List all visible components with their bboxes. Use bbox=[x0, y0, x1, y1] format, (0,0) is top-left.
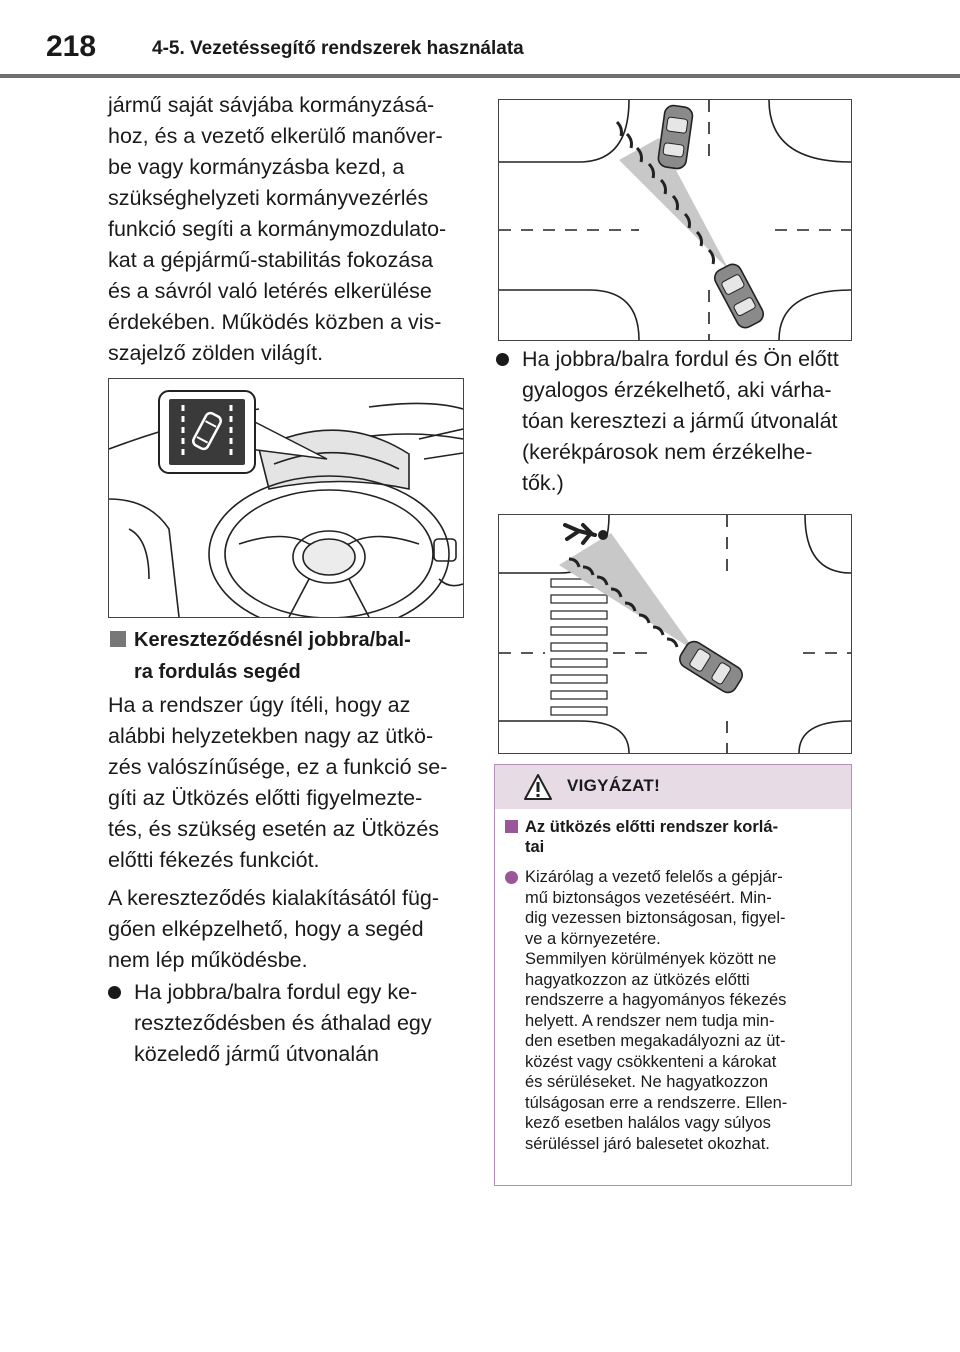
text-line: hagyatkozzon az ütközés előtti bbox=[525, 970, 750, 989]
text-line: dig vezessen biztonságosan, figyel- bbox=[525, 909, 786, 927]
intro-paragraph bbox=[108, 90, 468, 369]
section-heading bbox=[110, 624, 494, 688]
text-line: szajelző zölden világít. bbox=[108, 341, 324, 365]
text-line: zés valószínűsége, ez a funkció se- bbox=[108, 755, 448, 779]
caution-title: VIGYÁZAT! bbox=[567, 776, 661, 795]
text-line: Semmilyen körülmények között ne bbox=[525, 950, 777, 968]
text-line: és a sávról való letérés elkerülése bbox=[108, 279, 432, 303]
text-line: ve a környezetére. bbox=[525, 929, 661, 948]
text-line: gyalogos érzékelhető, aki várha- bbox=[522, 378, 832, 402]
bullet-item bbox=[496, 344, 882, 499]
text-line: szükséghelyzeti kormányvezérlés bbox=[108, 186, 429, 210]
text-line: tóan keresztezi a jármű útvonalát bbox=[522, 409, 838, 433]
text-line: kező esetben halálos vagy súlyos bbox=[525, 1114, 771, 1132]
text-line: funkció segíti a kormánymozdulato- bbox=[108, 217, 447, 241]
text-line: tai bbox=[525, 838, 545, 856]
text-line: tők.) bbox=[522, 471, 564, 495]
text-line: mű biztonságos vezetéséért. Min- bbox=[525, 888, 772, 907]
text-line: den esetben megakadályozni az üt- bbox=[525, 1032, 786, 1050]
text-line: előtti fékezés funkciót. bbox=[108, 848, 320, 872]
text-line: (kerékpárosok nem érzékelhe- bbox=[522, 440, 813, 464]
text-line: rendszerre a hagyományos fékezés bbox=[525, 991, 787, 1009]
text-line: túlságosan erre a rendszerre. Ellen- bbox=[525, 1093, 788, 1112]
paragraph-1 bbox=[108, 690, 468, 876]
bullet-dot-icon bbox=[496, 353, 509, 366]
text-line: sérüléssel járó balesetet okozhat. bbox=[525, 1134, 770, 1153]
text-line: Ha jobbra/balra fordul és Ön előtt bbox=[522, 347, 839, 371]
bullet-dot-icon bbox=[108, 986, 121, 999]
text-line: közeledő jármű útvonalán bbox=[134, 1042, 380, 1066]
heading-line: Kereszteződésnél jobbra/bal- bbox=[134, 629, 411, 651]
text-line: be vagy kormányzásba kezd, a bbox=[108, 155, 405, 179]
page-number: 218 bbox=[46, 30, 97, 63]
bullet-item bbox=[108, 977, 494, 1070]
text-line: jármű saját sávjába kormányzásá- bbox=[108, 93, 435, 117]
text-line: nem lép működésbe. bbox=[108, 948, 308, 972]
text-line: Ha a rendszer úgy ítéli, hogy az bbox=[108, 693, 411, 717]
intersection-vehicle-figure bbox=[498, 99, 852, 341]
bullet-dot-icon bbox=[505, 871, 518, 884]
text-line: hoz, és a vezető elkerülő manőver- bbox=[108, 124, 443, 148]
square-bullet-icon bbox=[505, 820, 518, 833]
caution-subheading bbox=[505, 817, 841, 857]
text-line: kat a gépjármű-stabilitás fokozása bbox=[108, 248, 434, 272]
heading-line: ra fordulás segéd bbox=[134, 661, 301, 683]
dashboard-figure bbox=[108, 378, 464, 618]
text-line: helyett. A rendszer nem tudja min- bbox=[525, 1011, 775, 1030]
square-bullet-icon bbox=[110, 631, 126, 647]
caution-item bbox=[505, 867, 841, 1154]
text-line: Ha jobbra/balra fordul egy ke- bbox=[134, 980, 418, 1004]
text-line: Az ütközés előtti rendszer korlá- bbox=[525, 818, 779, 836]
header-rule bbox=[0, 74, 960, 78]
text-line: Kizárólag a vezető felelős a gépjár- bbox=[525, 868, 783, 886]
text-line: A kereszteződés kialakításától füg- bbox=[108, 886, 440, 910]
text-line: érdekében. Működés közben a vis- bbox=[108, 310, 442, 334]
warning-triangle-icon bbox=[523, 773, 553, 801]
caution-header bbox=[495, 765, 851, 809]
text-line: gően elképzelhető, hogy a segéd bbox=[108, 917, 424, 941]
text-line: közést vagy csökkenteni a károkat bbox=[525, 1052, 777, 1071]
paragraph-2 bbox=[108, 883, 468, 976]
text-line: gíti az Ütközés előtti figyelmezte- bbox=[108, 786, 423, 810]
caution-box bbox=[494, 764, 852, 1186]
text-line: reszteződésben és áthalad egy bbox=[134, 1011, 432, 1035]
intersection-pedestrian-figure bbox=[498, 514, 852, 754]
section-title: 4-5. Vezetéssegítő rendszerek használata bbox=[152, 38, 524, 59]
caution-body bbox=[495, 809, 851, 1154]
text-line: tés, és szükség esetén az Ütközés bbox=[108, 817, 440, 841]
text-line: és sérüléseket. Ne hagyatkozzon bbox=[525, 1073, 769, 1091]
text-line: alábbi helyzetekben nagy az ütkö- bbox=[108, 724, 434, 748]
